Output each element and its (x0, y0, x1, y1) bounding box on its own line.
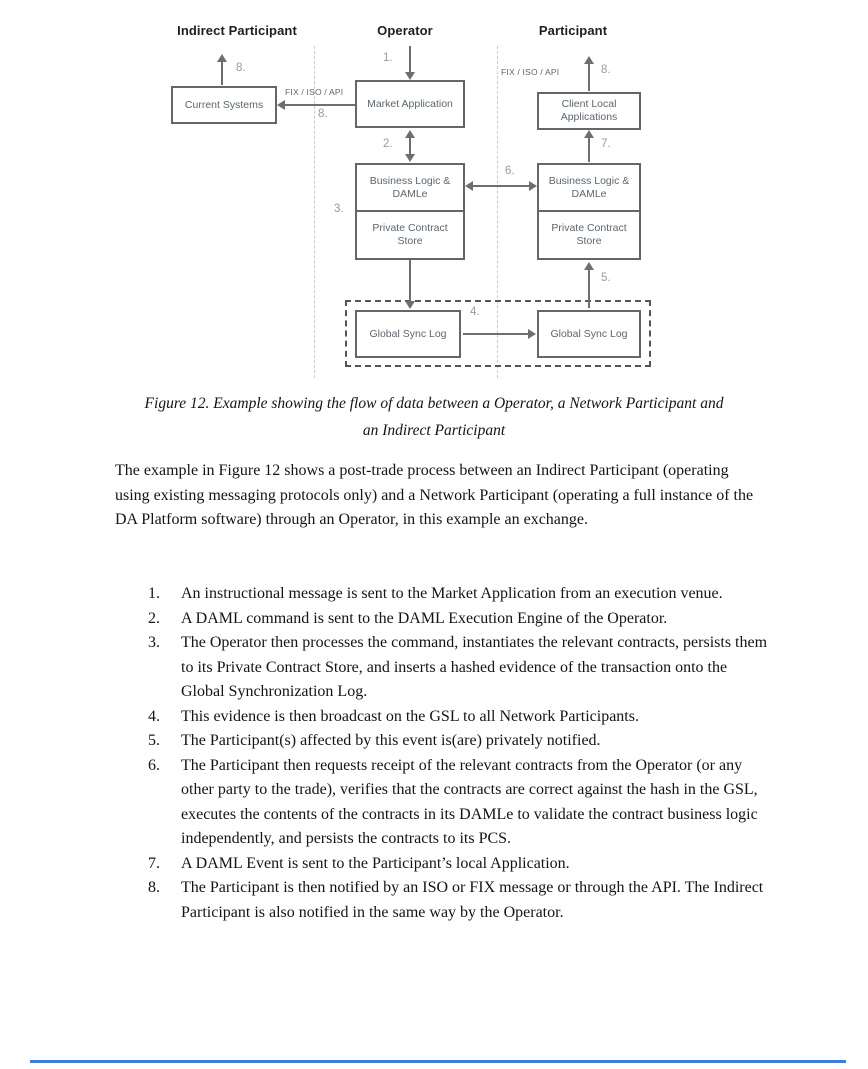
step-label-8-right: 8. (601, 64, 611, 76)
box-participant-business-logic: Business Logic & DAMLe (548, 174, 630, 200)
list-item-text: A DAML command is sent to the DAML Execution Engine of the Operator. (181, 609, 668, 627)
arrowhead-left-icon (277, 100, 285, 110)
box-client-local-applications: Client Local Applications (537, 92, 641, 130)
list-item-number: 6. (148, 756, 160, 774)
arrowhead-up-icon (584, 262, 594, 270)
arrow-step4-line (463, 333, 528, 335)
label-fix-iso-api-right: FIX / ISO / API (501, 67, 560, 77)
box-participant-private-contract-store: Private Contract Store (539, 210, 639, 258)
arrow-pcs-to-gsl-line (409, 260, 411, 301)
list-item-number: 7. (148, 854, 160, 872)
list-item (148, 705, 773, 730)
list-item (148, 607, 773, 632)
box-participant-stack (537, 163, 641, 260)
list-item (148, 754, 773, 852)
box-market-application: Market Application (355, 80, 465, 128)
arrowhead-up-icon (584, 130, 594, 138)
step-label-6: 6. (505, 165, 515, 177)
column-header-operator: Operator (377, 23, 433, 38)
list-item (148, 729, 773, 754)
list-item (148, 852, 773, 877)
list-item-text: An instructional message is sent to the Market Application from an execution venue. (181, 585, 723, 602)
step-label-5: 5. (601, 272, 611, 284)
arrowhead-down-icon (405, 301, 415, 309)
step-label-2: 2. (383, 138, 393, 150)
box-global-sync-log-left: Global Sync Log (355, 310, 461, 358)
column-header-participant: Participant (538, 23, 608, 38)
arrowhead-down-icon (405, 72, 415, 80)
page-bottom-rule (30, 1060, 846, 1063)
list-item (148, 582, 773, 607)
box-global-sync-log-right: Global Sync Log (537, 310, 641, 358)
steps-list (148, 582, 773, 925)
step-label-1: 1. (383, 52, 393, 64)
arrow-step8-mid-line (283, 104, 355, 106)
arrow-step6-line (471, 185, 531, 187)
box-current-systems: Current Systems (171, 86, 277, 124)
list-item-text: The Participant then requests receipt of the relevant contracts from the Operator (or any other party to the trade), verifies that the contracts are correct against the hash in the GSL, executes the contents of the contracts in its DAMLe to validate the contract business logic independently, and persists the contracts to its PCS. (181, 756, 758, 847)
figure-12-diagram (0, 0, 868, 385)
step-label-3: 3. (334, 203, 344, 215)
label-fix-iso-api-left: FIX / ISO / API (285, 87, 344, 97)
list-item-text: The Participant(s) affected by this event is(are) privately notified. (181, 732, 601, 749)
list-item-text: The Participant is then notified by an ISO or FIX message or through the API. The Indirect Participant is also notified in the same way by the Operator. (181, 879, 764, 921)
box-operator-business-logic: Business Logic & DAMLe (369, 174, 451, 200)
intro-paragraph: The example in Figure 12 shows a post-trade process between an Indirect Participant (operating using existing messaging protocols only) and a Network Participant (operating a full instance of the DA Platform software) through an Operator, in this example an exchange. (115, 462, 754, 528)
column-header-indirect-participant: Indirect Participant (177, 23, 297, 38)
step-label-7: 7. (601, 138, 611, 150)
arrowhead-up-icon (405, 130, 415, 138)
list-item-text: A DAML Event is sent to the Participant’s local Application. (181, 854, 570, 872)
arrowhead-left-icon (465, 181, 473, 191)
step-label-4: 4. (470, 306, 480, 318)
arrow-step7-line (588, 136, 590, 162)
arrow-step8-right-line (588, 62, 590, 91)
box-operator-stack (355, 163, 465, 260)
list-item-number: 8. (148, 879, 160, 896)
step-label-8-mid: 8. (318, 108, 328, 120)
list-item-number: 1. (148, 585, 160, 602)
arrow-step5-line (588, 268, 590, 308)
list-item-text: This evidence is then broadcast on the GSL to all Network Participants. (181, 707, 639, 725)
arrow-step8-left-line (221, 60, 223, 85)
arrowhead-down-icon (405, 154, 415, 162)
figure-caption (104, 390, 764, 444)
arrow-step1-line (409, 46, 411, 73)
list-item-text: The Operator then processes the command, instantiates the relevant contracts, persists them to its Private Contract Store, and inserts a hashed evidence of the transaction onto the Global Synchronization Log. (181, 634, 768, 700)
figure-caption-text: Figure 12. Example showing the flow of data between a Operator, a Network Participant and an Indirect Participant (144, 395, 724, 439)
arrowhead-up-icon (584, 56, 594, 64)
list-item-number: 5. (148, 732, 160, 749)
arrow-step2-line (409, 136, 411, 156)
arrowhead-up-icon (217, 54, 227, 62)
list-item-number: 2. (148, 609, 160, 627)
list-item (148, 876, 773, 925)
arrowhead-right-icon (529, 181, 537, 191)
list-item-number: 4. (148, 707, 160, 725)
box-operator-private-contract-store: Private Contract Store (357, 210, 463, 258)
list-item-number: 3. (148, 634, 160, 651)
arrowhead-right-icon (528, 329, 536, 339)
list-item (148, 631, 773, 705)
step-label-8-left: 8. (236, 62, 246, 74)
